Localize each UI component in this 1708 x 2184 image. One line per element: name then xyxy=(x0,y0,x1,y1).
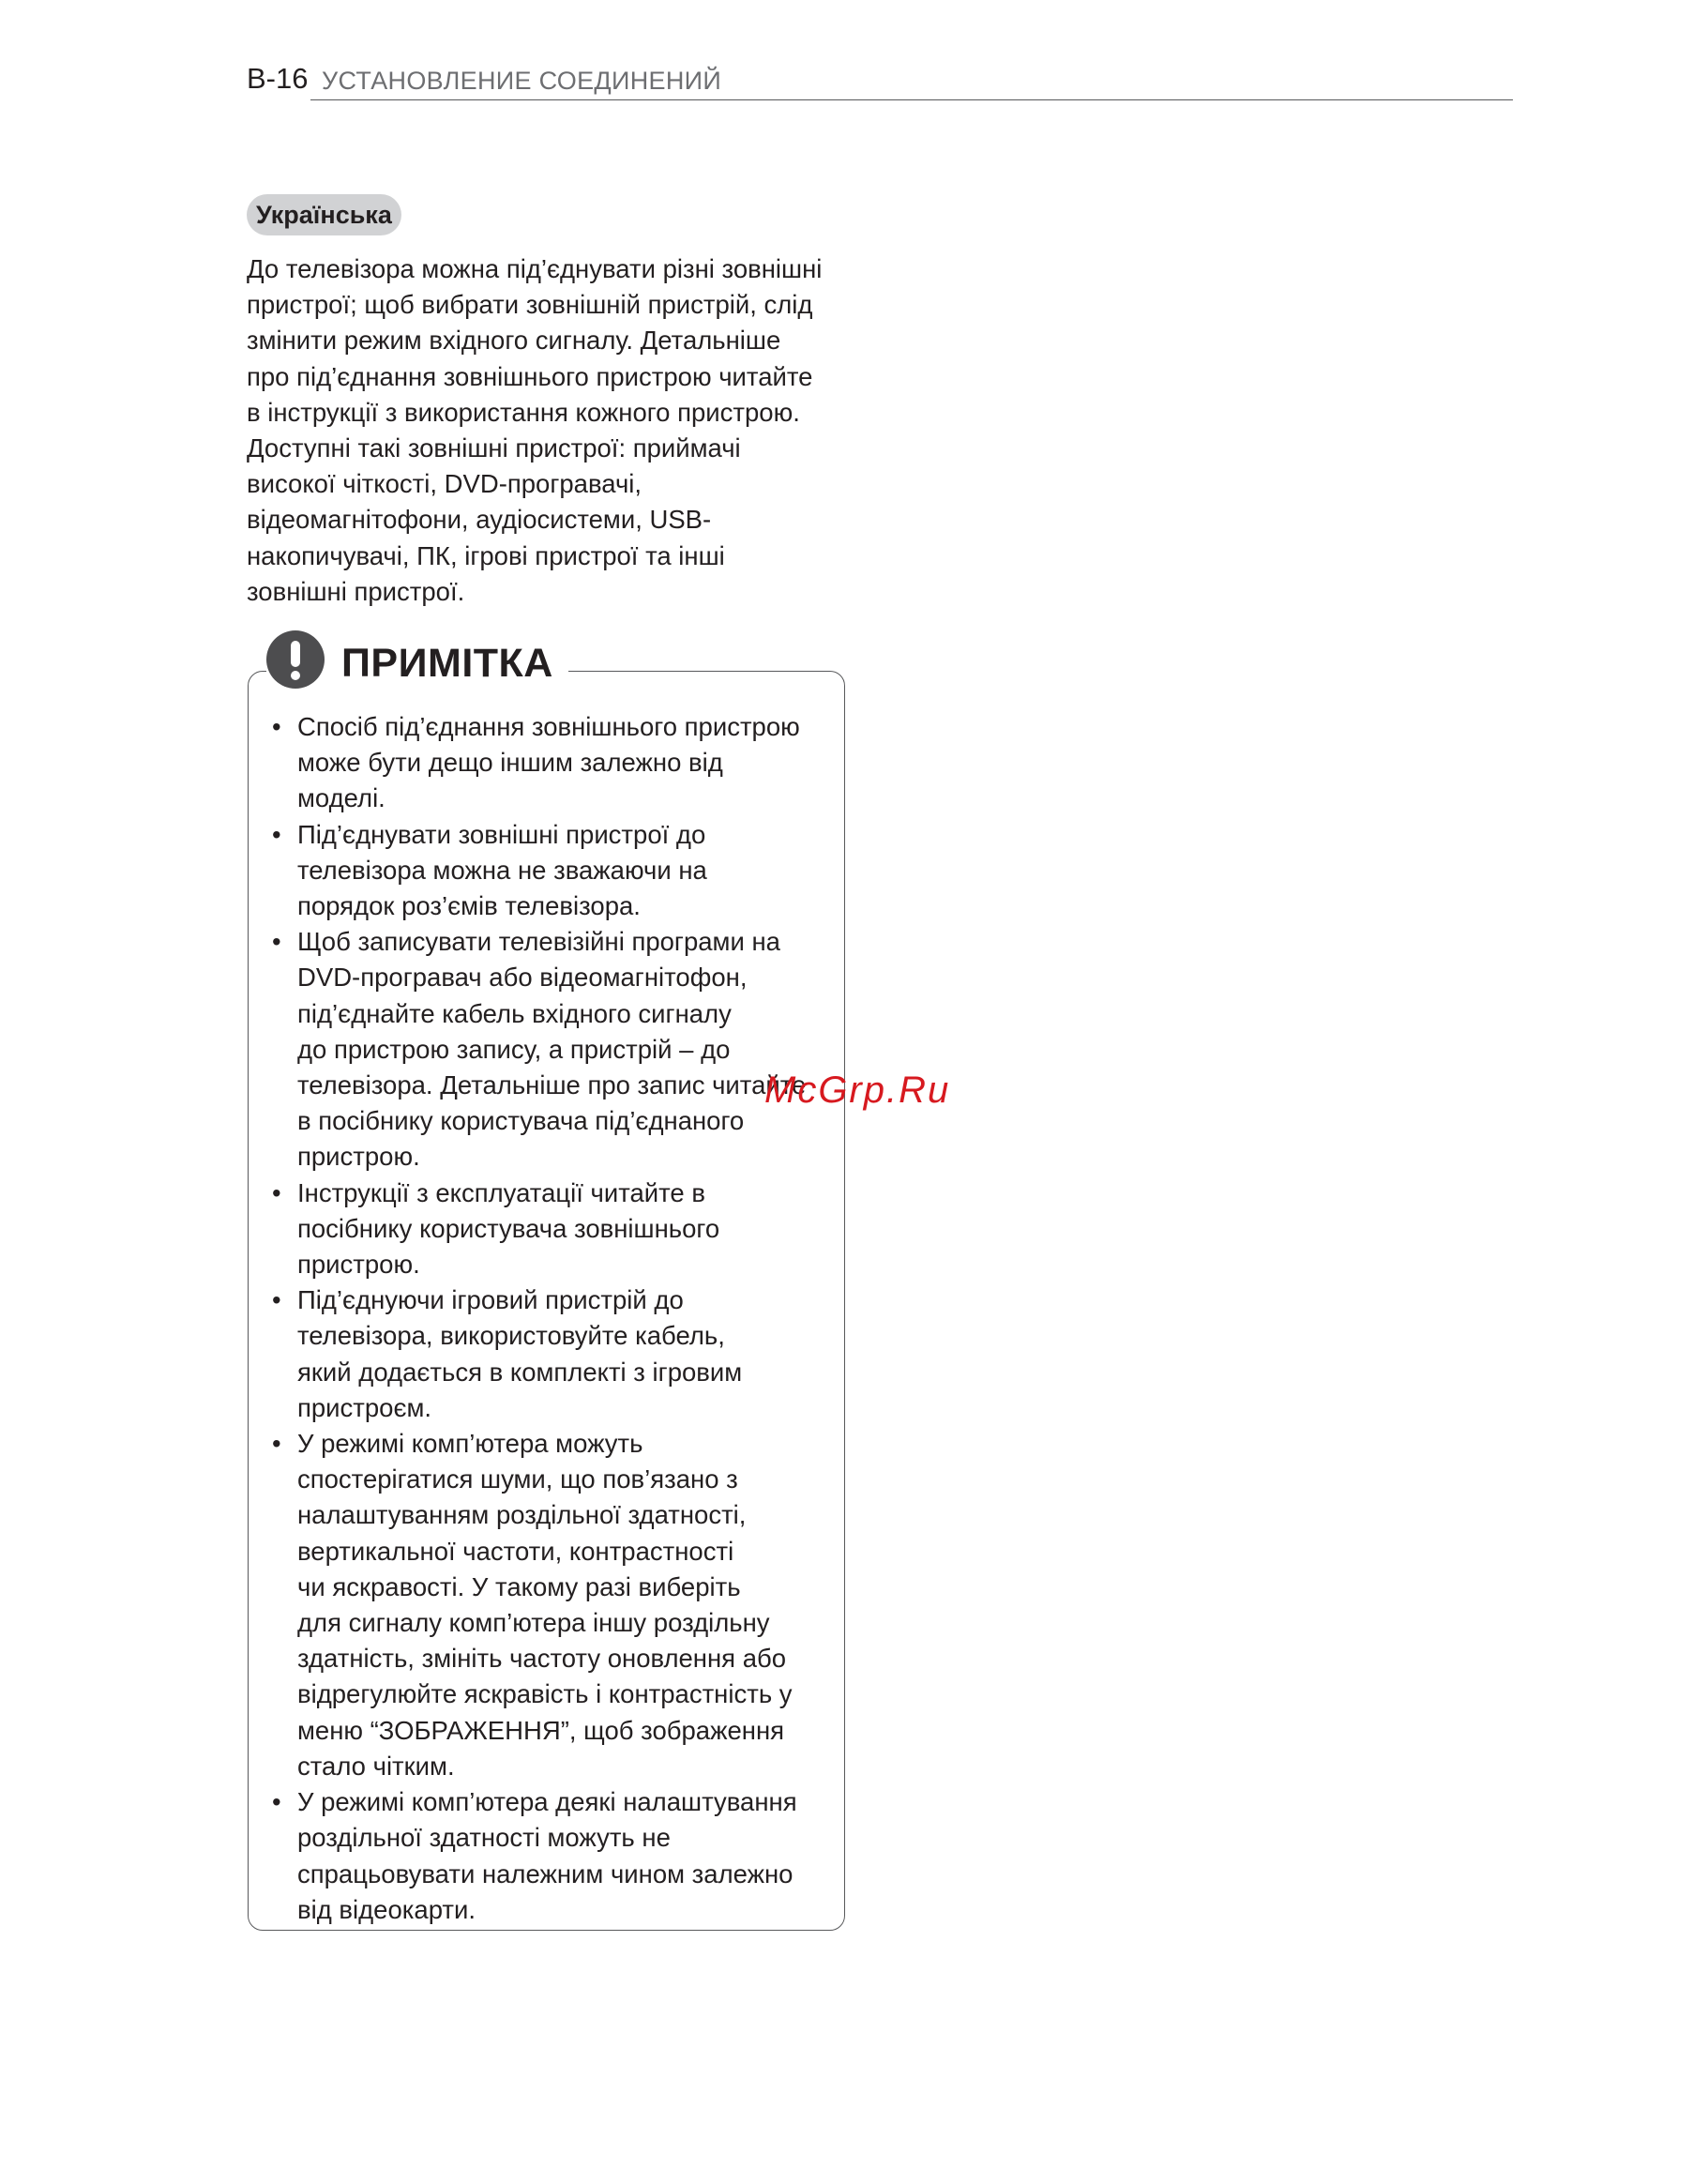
note-list xyxy=(272,709,835,1928)
note-item-text: Інструкції з експлуатації читайте в посібнику користувача зовнішнього пристрою. xyxy=(297,1177,720,1280)
bullet-icon: • xyxy=(272,927,281,957)
section-title: УСТАНОВЛЕНИЕ СОЕДИНЕНИЙ xyxy=(322,67,722,95)
note-item-text: Спосіб під’єднання зовнішнього пристрою може бути дещо іншим залежно від моделі. xyxy=(297,712,800,813)
note-item xyxy=(272,1426,835,1784)
intro-paragraph: До телевізора можна під’єднувати різні зовнішні пристрої; щоб вибрати зовнішній пристрій, слід змінити режим вхідного сигналу. Детальніше про під’єднання зовнішнього пристрою читайте в інструкції з використання кожного пристрою. Доступні такі зовнішні пристрої: приймачі високої чіткості, DVD-програвачі, відеомагнітофони, аудіосистеми, USB- накопичувачі, ПК, ігрові пристрої та інші зовнішні пристрої. xyxy=(247,254,823,606)
note-item-text: Під’єднуючи ігровий пристрій до телевізора, використовуйте кабель, який додається в комплекті з ігровим пристроєм. xyxy=(297,1285,743,1422)
bullet-icon: • xyxy=(272,1429,281,1459)
watermark: McGrp.Ru xyxy=(764,1069,951,1111)
bullet-icon: • xyxy=(272,1285,281,1315)
language-badge: Українська xyxy=(247,194,401,235)
bullet-icon: • xyxy=(272,712,281,741)
note-item xyxy=(272,817,835,925)
bullet-icon: • xyxy=(272,819,281,849)
note-item xyxy=(272,1282,835,1426)
note-item xyxy=(272,1175,835,1283)
note-item-text: Щоб записувати телевізійні програми на DVD-програвач або відеомагнітофон, під’єднайте кабель вхідного сигналу до пристрою запису, а пристрій – до телевізора. Детальніше про запис читайте в посібнику користувача під’єднаного пристрою. xyxy=(297,927,807,1172)
note-title: ПРИМІТКА xyxy=(341,640,553,686)
page-number: В-16 xyxy=(247,62,309,95)
note-header xyxy=(266,627,568,692)
page-header xyxy=(247,62,1513,101)
bullet-icon: • xyxy=(272,1177,281,1207)
note-item-text: Під’єднувати зовнішні пристрої до телевізора можна не зважаючи на порядок роз’ємів телевізора. xyxy=(297,819,707,921)
header-rule xyxy=(310,99,1513,100)
exclamation-icon xyxy=(266,630,325,689)
note-item xyxy=(272,924,835,1175)
note-item-text: У режимі комп’ютера можуть спостерігатися шуми, що пов’язано з налаштуванням роздільної здатності, вертикальної частоти, контрастності чи яскравості. У такому разі виберіть для сигналу комп’ютера іншу роздільну здатність, змініть частоту оновлення або відрегулюйте яскравість і контрастність у меню “ЗОБРАЖЕННЯ”, щоб зображення стало чітким. xyxy=(297,1429,793,1781)
note-item-text: У режимі комп’ютера деякі налаштування роздільної здатності можуть не спрацьовувати належним чином залежно від відеокарти. xyxy=(297,1787,797,1924)
bullet-icon: • xyxy=(272,1787,281,1817)
note-item xyxy=(272,709,835,817)
note-item xyxy=(272,1784,835,1928)
